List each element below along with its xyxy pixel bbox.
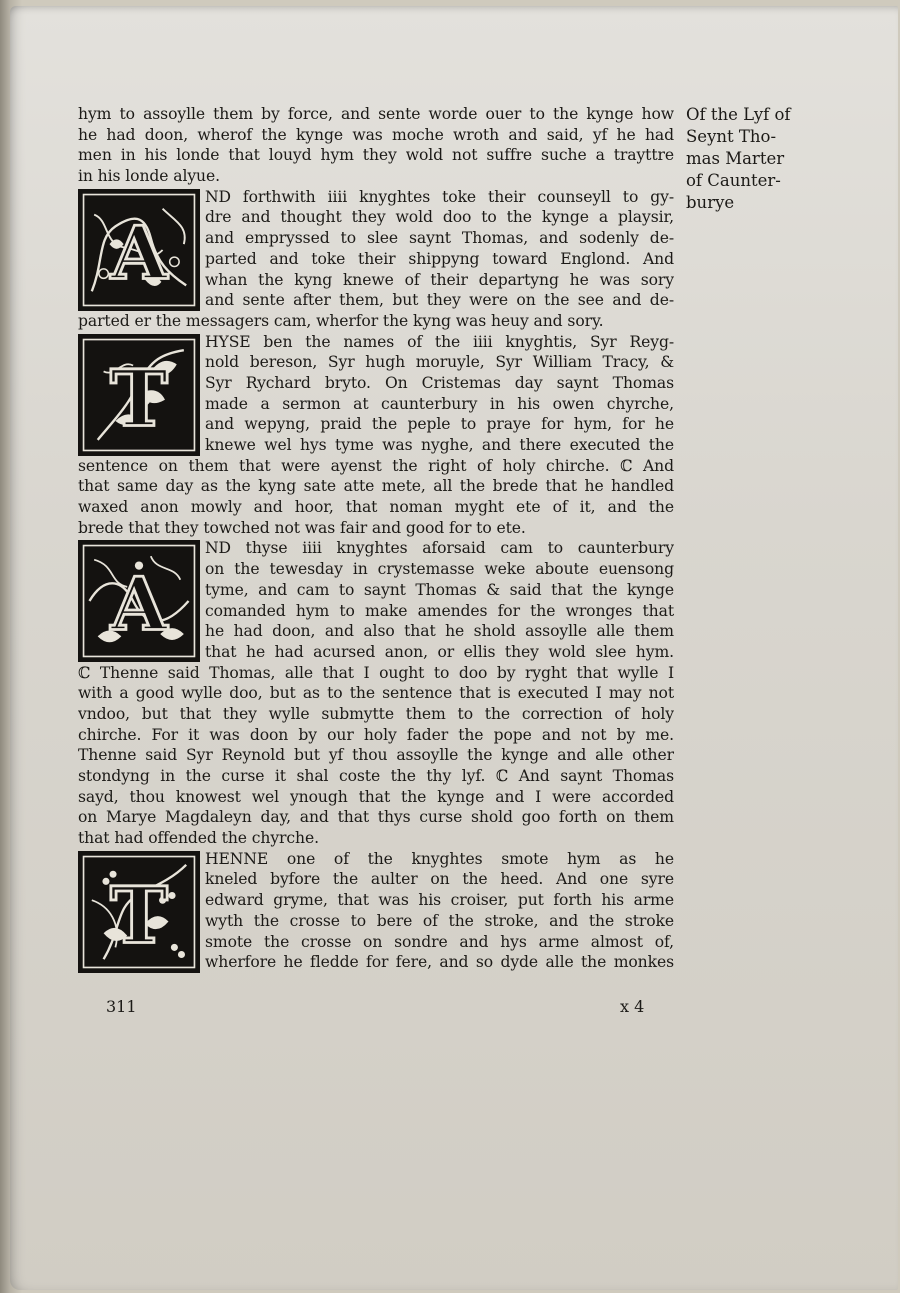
svg-text:A: A (110, 210, 168, 297)
paragraph-2 (78, 187, 674, 332)
text-line: kneled byfore the aulter on the heed. And one syre (205, 870, 674, 889)
text-line: Syr Rychard bryto. On Cristemas day saynt Thomas (205, 373, 674, 392)
ornament-scroll-icon (80, 542, 198, 660)
ornament-berry-icon (80, 853, 198, 971)
text-line: whan the kyng knewe of their departyng he was sory (205, 270, 674, 289)
text-line: that same day as the kyng sate atte mete, all the brede that he handled (78, 477, 674, 496)
page-number: 311 (106, 997, 137, 1016)
text-line: that had offended the chyrche. (78, 829, 319, 848)
text-line: tyme, and cam to saynt Thomas & said that the kynge (205, 580, 674, 599)
margin-note-line: of Caunter- (686, 171, 781, 190)
text-line: wherfore he fledde for fere, and so dyde alle the monkes (205, 953, 674, 972)
margin-note-line: Of the Lyf of (686, 105, 791, 124)
text-line: sentence on them that were ayenst the right of holy chirche. ℂ And (78, 456, 674, 475)
paragraph-5 (78, 849, 674, 973)
decorated-initial-t (78, 334, 200, 456)
svg-text:T: T (110, 353, 168, 445)
text-line: that he had acursed anon, or ellis they wold slee hym. (205, 642, 674, 661)
text-line: nold bereson, Syr hugh moruyle, Syr William Tracy, & (205, 353, 674, 372)
marginal-running-head (686, 104, 816, 214)
text-line: men in his londe that louyd hym they wold not suffre suche a trayttre (78, 146, 674, 165)
svg-text:T: T (110, 870, 168, 962)
text-line: stondyng in the curse it shal coste the thy lyf. ℂ And saynt Thomas (78, 767, 674, 785)
text-line: he had doon, and also that he shold assoylle alle them (205, 622, 674, 641)
text-line: ND thyse iiii knyghtes aforsaid cam to caunterbury (205, 539, 674, 558)
margin-note-line: burye (686, 193, 735, 212)
paragraph-3 (78, 332, 674, 539)
text-line: Thenne said Syr Reynold but yf thou assoylle the kynge and alle other (78, 746, 674, 765)
text-line: and wepyng, praid the peple to praye for hym, for he (205, 415, 674, 434)
decorated-initial-t-2 (78, 851, 200, 973)
text-line: he had doon, wherof the kynge was moche wroth and said, yf he had (78, 125, 674, 144)
text-line: knewe wel hys tyme was nyghe, and there executed the (205, 436, 674, 454)
ornament-leaf-icon (80, 336, 198, 454)
text-line: sayd, thou knowest wel ynough that the kynge and I were accorded (78, 787, 674, 806)
text-line: ND forthwith iiii knyghtes toke their counseyll to gy- (205, 187, 674, 206)
text-line: made a sermon at caunterbury in his owen chyrche, (205, 394, 674, 413)
decorated-initial-a-2 (78, 540, 200, 662)
paragraph-1 (78, 104, 674, 187)
text-line: hym to assoylle them by force, and sente worde ouer to the kynge how (78, 105, 674, 123)
text-line: edward gryme, that was his croiser, put forth his arme (205, 891, 674, 910)
svg-text:A: A (110, 561, 168, 648)
paragraph-4 (78, 538, 674, 848)
text-line: with a good wylle doo, but as to the sentence that is executed I may not (78, 684, 674, 703)
main-text-column (78, 104, 674, 973)
text-line: dre and thought they wold doo to the kynge a playsir, (205, 208, 674, 227)
text-line: chirche. For it was doon by our holy fader the pope and not by me. (78, 725, 674, 744)
text-line: ℂ Thenne said Thomas, alle that I ought to doo by ryght that wylle I (78, 663, 674, 682)
margin-note-line: Seynt Tho- (686, 127, 777, 146)
text-line: parted and toke their shippyng toward Englond. And (205, 249, 674, 268)
ornament-vine-icon (80, 191, 198, 309)
text-line: and empryssed to slee saynt Thomas, and sodenly de- (205, 229, 674, 248)
margin-note-line: mas Marter (686, 149, 785, 168)
text-line: on the tewesday in crystemasse weke aboute euensong (205, 560, 674, 579)
text-line: on Marye Magdaleyn day, and that thys curse shold goo forth on them (78, 808, 674, 827)
text-line: wyth the crosse to bere of the stroke, and the stroke (205, 911, 674, 930)
text-line: and sente after them, but they were on the see and de- (205, 291, 674, 310)
text-line: smote the crosse on sondre and hys arme almost of, (205, 932, 674, 951)
text-line: vndoo, but that they wylle submytte them to the correction of holy (78, 704, 674, 723)
decorated-initial-a (78, 189, 200, 311)
text-line: HENNE one of the knyghtes smote hym as he (205, 849, 674, 868)
text-line: comanded hym to make amendes for the wronges that (205, 601, 674, 620)
text-line: brede that they towched not was fair and good for to ete. (78, 518, 526, 537)
text-line: HYSE ben the names of the iiii knyghtis, Syr Reyg- (205, 332, 674, 351)
text-line: parted er the messagers cam, wherfor the kyng was heuy and sory. (78, 311, 604, 330)
signature-mark: x 4 (620, 997, 645, 1016)
text-line: in his londe alyue. (78, 167, 220, 186)
text-line: waxed anon mowly and hoor, that noman myght ete of it, and the (78, 498, 674, 517)
